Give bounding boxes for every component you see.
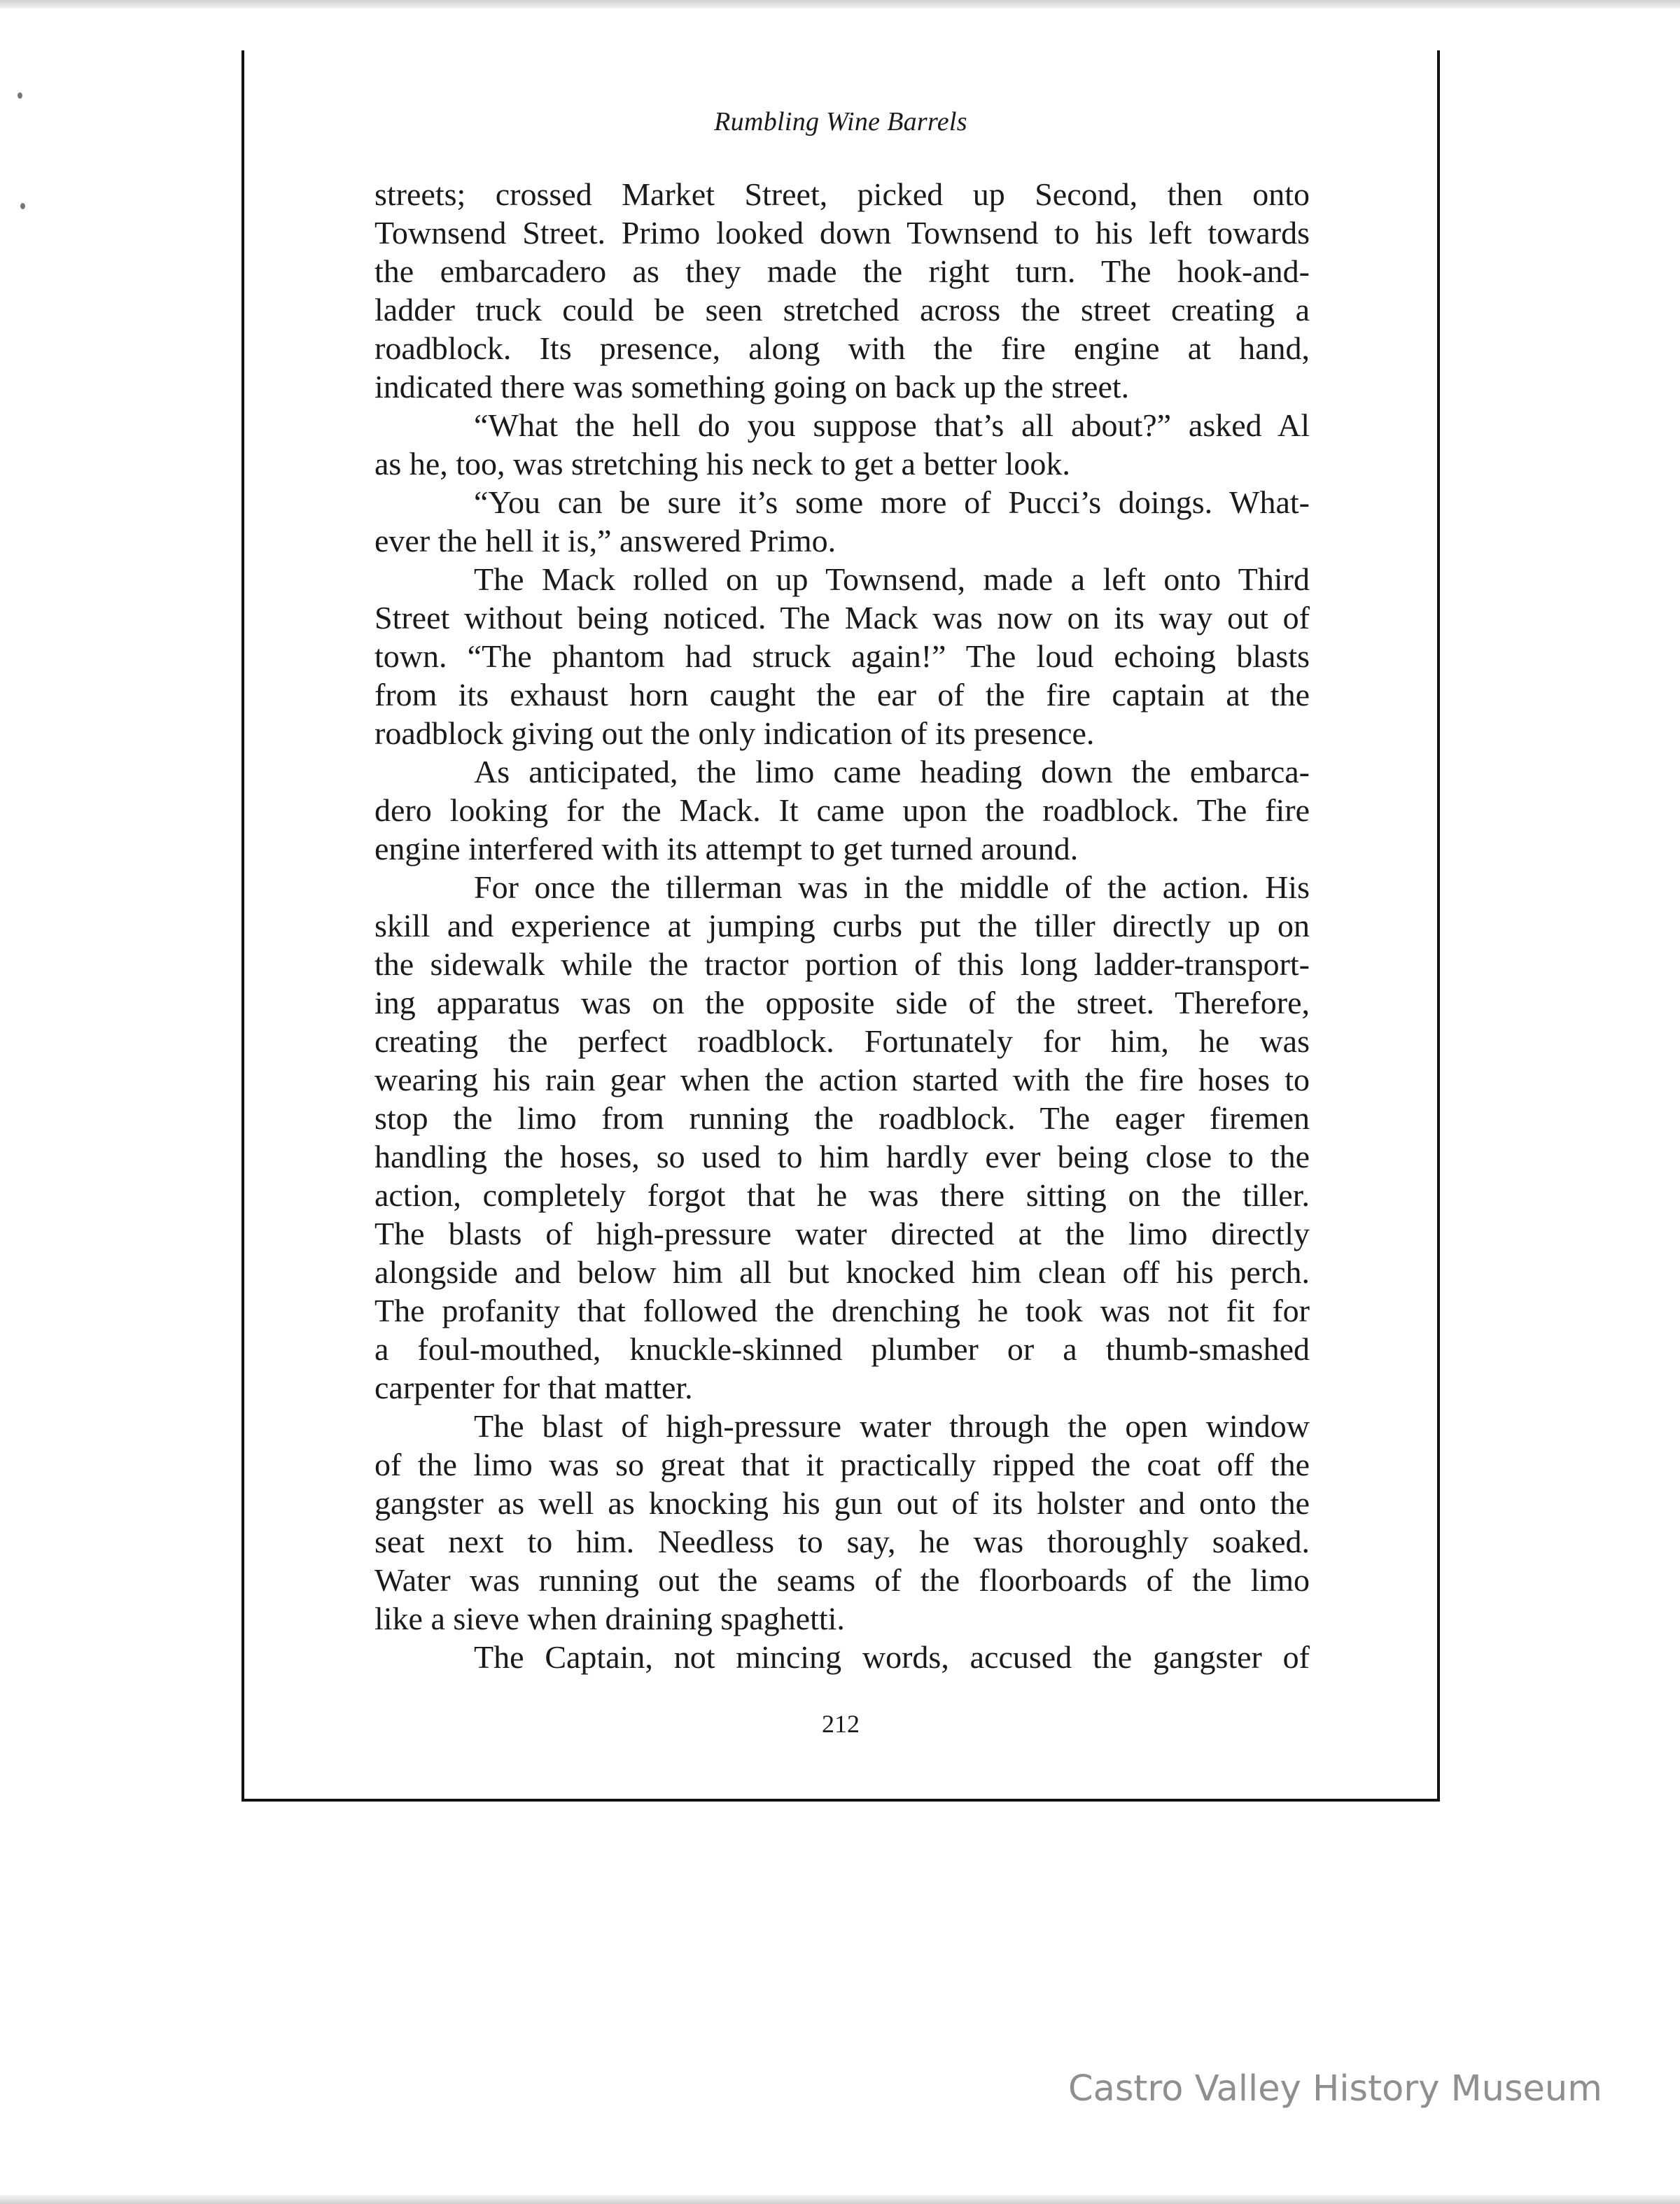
page-number: 212 xyxy=(822,1710,860,1738)
text-line: as he, too, was stretching his neck to get a better look. xyxy=(374,446,1070,482)
text-line: indicated there was something going on back up the street. xyxy=(374,369,1130,405)
text-line: Townsend Street. Primo looked down Townsend to his left towards xyxy=(374,215,1310,251)
text-line: the embarcadero as they made the right turn. The hook-and- xyxy=(374,253,1310,289)
text-line: the sidewalk while the tractor portion of this long ladder-transport- xyxy=(374,946,1310,982)
text-line: a foul-mouthed, knuckle-skinned plumber or a thumb-smashed xyxy=(374,1331,1310,1367)
text-line: dero looking for the Mack. It came upon the roadblock. The fire xyxy=(374,792,1310,828)
text-line: like a sieve when draining spaghetti. xyxy=(374,1601,845,1636)
text-line: roadblock. Its presence, along with the fire engine at hand, xyxy=(374,330,1310,366)
watermark: Castro Valley History Museum xyxy=(1068,2068,1602,2110)
text-line: wearing his rain gear when the action started with the fire hoses to xyxy=(374,1062,1310,1097)
body-text xyxy=(374,175,1310,1676)
text-line: Water was running out the seams of the floorboards of the limo xyxy=(374,1562,1310,1598)
binding-hole xyxy=(20,203,25,209)
text-line: The Captain, not mincing words, accused the gangster of xyxy=(474,1639,1310,1675)
text-line: of the limo was so great that it practically ripped the coat off the xyxy=(374,1447,1310,1482)
text-line: ever the hell it is,” answered Primo. xyxy=(374,523,836,559)
text-line: seat next to him. Needless to say, he was thoroughly soaked. xyxy=(374,1524,1310,1559)
text-line: gangster as well as knocking his gun out of its holster and onto the xyxy=(374,1485,1310,1521)
scan-edge-top xyxy=(0,0,1680,8)
text-line: The Mack rolled on up Townsend, made a left onto Third xyxy=(474,561,1310,597)
running-head: Rumbling Wine Barrels xyxy=(714,107,967,136)
text-line: town. “The phantom had struck again!” The loud echoing blasts xyxy=(374,638,1310,674)
text-line: from its exhaust horn caught the ear of the fire captain at the xyxy=(374,677,1310,713)
text-line: carpenter for that matter. xyxy=(374,1370,693,1405)
text-line: The profanity that followed the drenching he took was not fit for xyxy=(374,1293,1310,1328)
text-line: ing apparatus was on the opposite side of the street. Therefore, xyxy=(374,985,1310,1020)
text-line: action, completely forgot that he was there sitting on the tiller. xyxy=(374,1177,1310,1213)
text-line: roadblock giving out the only indication of its presence. xyxy=(374,715,1095,751)
text-line: As anticipated, the limo came heading down the embarca- xyxy=(474,754,1310,789)
text-line: Street without being noticed. The Mack was now on its way out of xyxy=(374,600,1310,636)
binding-hole xyxy=(18,92,22,99)
page-frame xyxy=(241,50,1440,1802)
text-line: “What the hell do you suppose that’s all about?” asked Al xyxy=(474,407,1310,443)
text-line: “You can be sure it’s some more of Pucci’s doings. What- xyxy=(474,484,1310,520)
text-line: streets; crossed Market Street, picked up Second, then onto xyxy=(374,176,1310,212)
text-line: ladder truck could be seen stretched across the street creating a xyxy=(374,292,1310,328)
text-line: engine interfered with its attempt to get turned around. xyxy=(374,831,1079,866)
scan-edge-bottom xyxy=(0,2195,1680,2204)
text-line: skill and experience at jumping curbs put the tiller directly up on xyxy=(374,908,1310,943)
text-line: The blast of high-pressure water through the open window xyxy=(474,1408,1310,1444)
text-line: creating the perfect roadblock. Fortunately for him, he was xyxy=(374,1023,1310,1059)
text-line: For once the tillerman was in the middle of the action. His xyxy=(474,869,1310,905)
text-line: alongside and below him all but knocked him clean off his perch. xyxy=(374,1254,1310,1290)
text-line: The blasts of high-pressure water directed at the limo directly xyxy=(374,1216,1310,1251)
text-line: stop the limo from running the roadblock. The eager firemen xyxy=(374,1100,1310,1136)
text-line: handling the hoses, so used to him hardly ever being close to the xyxy=(374,1139,1310,1174)
